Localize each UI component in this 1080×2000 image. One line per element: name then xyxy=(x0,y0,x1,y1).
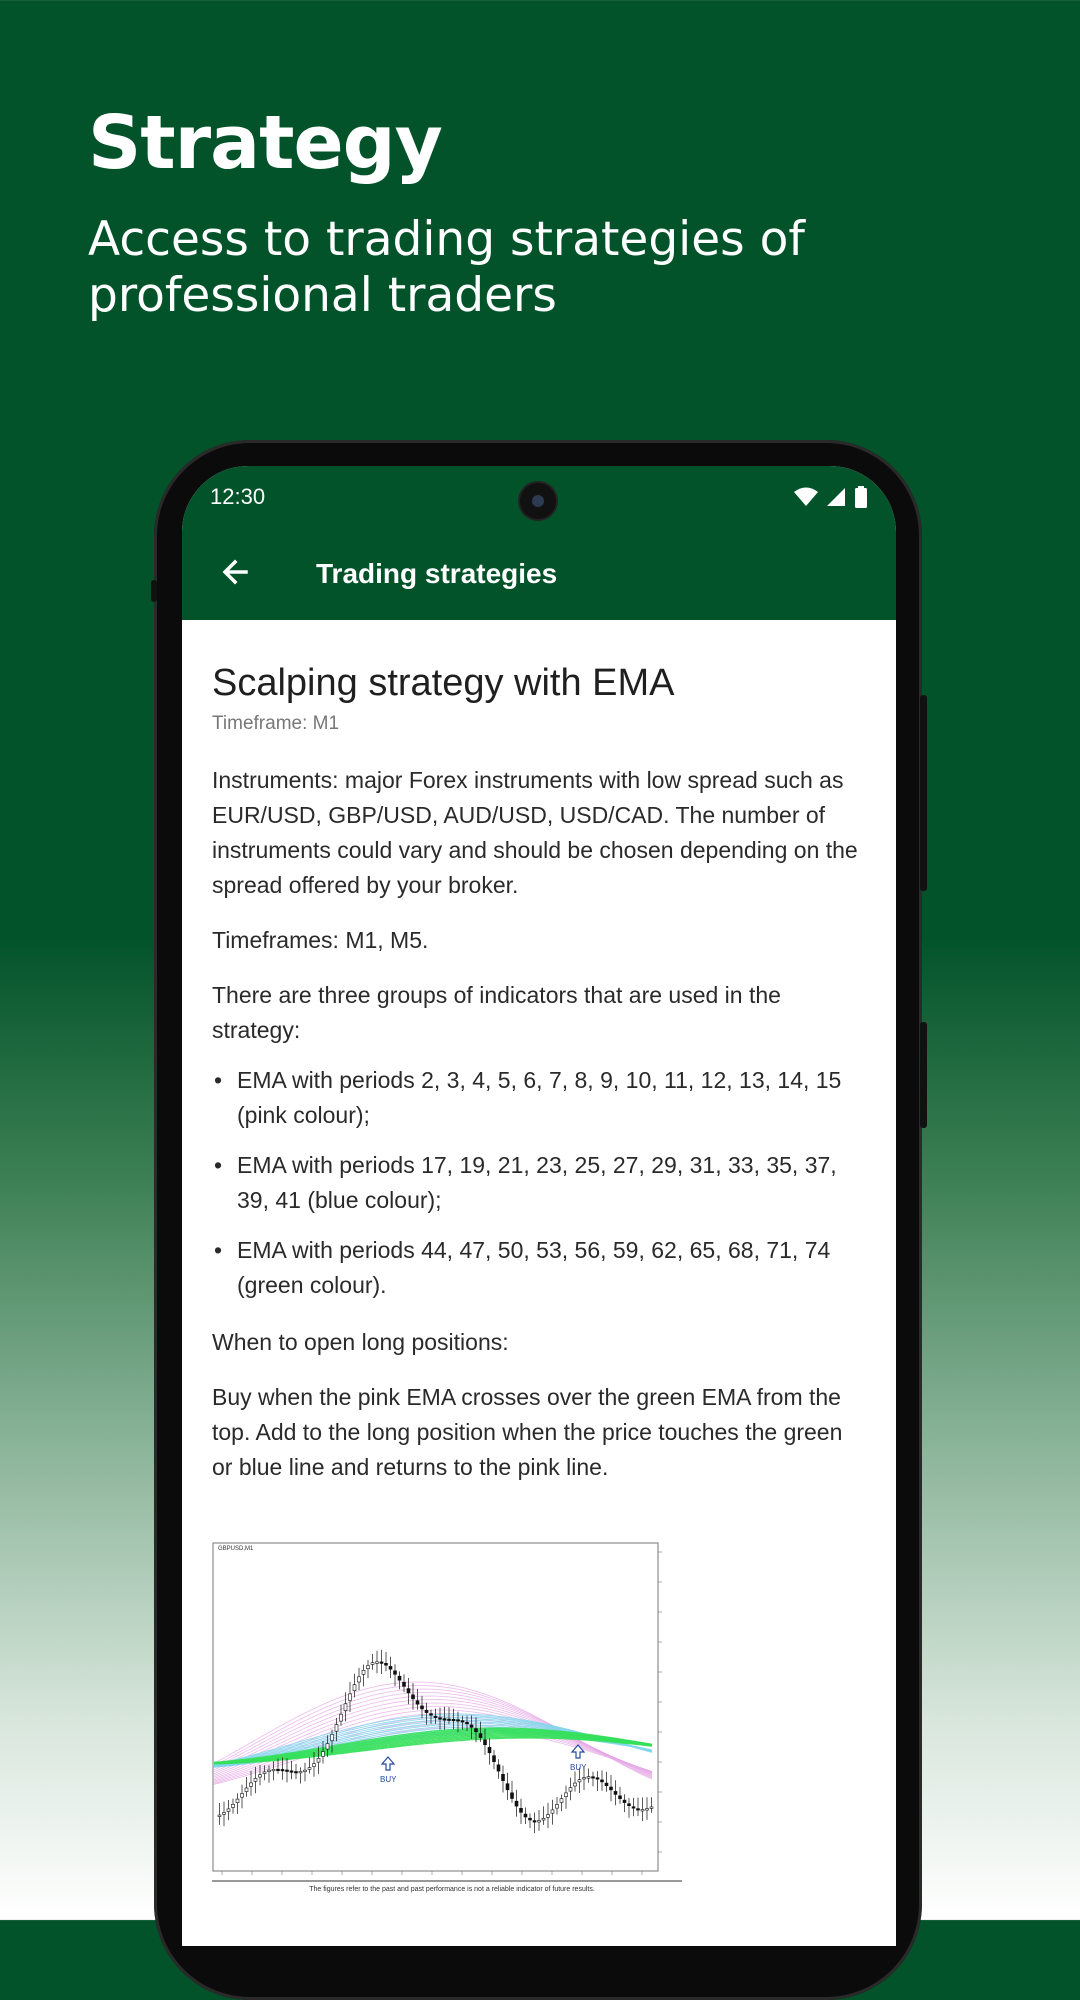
candle xyxy=(538,1821,541,1823)
candle xyxy=(367,1666,370,1669)
candle xyxy=(448,1719,451,1721)
candle xyxy=(533,1821,536,1823)
article-timeframe: Timeframe: M1 xyxy=(212,713,340,734)
candle xyxy=(583,1778,586,1780)
candle xyxy=(322,1752,325,1757)
long-positions-heading: When to open long positions: xyxy=(212,1329,509,1355)
phone-volume-button xyxy=(920,695,927,891)
candle xyxy=(272,1769,275,1771)
candle xyxy=(551,1810,554,1813)
candle xyxy=(358,1677,361,1682)
candle xyxy=(326,1744,329,1750)
candle xyxy=(277,1769,280,1771)
candle xyxy=(461,1721,464,1723)
candle xyxy=(425,1710,428,1712)
candle xyxy=(560,1799,563,1803)
candle xyxy=(632,1807,635,1809)
chart-symbol: GBPUSD,M1 xyxy=(218,1546,254,1552)
candle xyxy=(497,1765,500,1771)
candle xyxy=(601,1780,604,1782)
candle xyxy=(335,1725,338,1732)
candle xyxy=(380,1662,383,1664)
candle xyxy=(268,1770,271,1772)
candle xyxy=(475,1729,478,1732)
candle xyxy=(385,1663,388,1665)
candle xyxy=(353,1685,356,1691)
candle xyxy=(286,1770,289,1772)
candle xyxy=(628,1804,631,1806)
candle xyxy=(596,1778,599,1780)
strategy-chart-image xyxy=(212,1542,692,1922)
long-positions-rule: Buy when the pink EMA crosses over the green EMA from the top. Add to the long position when the price touches the green or blue line and returns to the pink line. xyxy=(212,1384,843,1480)
candle xyxy=(623,1800,626,1803)
candle xyxy=(457,1720,460,1722)
candle xyxy=(587,1777,590,1779)
candle xyxy=(299,1771,302,1773)
candle xyxy=(484,1740,487,1745)
status-time: 12:30 xyxy=(210,484,266,509)
candle xyxy=(403,1682,406,1686)
candle xyxy=(578,1780,581,1782)
candle xyxy=(227,1809,230,1812)
candle xyxy=(605,1783,608,1786)
candle xyxy=(641,1810,644,1812)
buy-signal-label: BUY xyxy=(380,1775,397,1784)
candle xyxy=(250,1783,253,1786)
candle xyxy=(241,1794,244,1798)
chart-svg xyxy=(212,1542,692,1882)
candle xyxy=(263,1772,266,1774)
candle xyxy=(434,1716,437,1718)
candle xyxy=(317,1758,320,1762)
candle xyxy=(547,1815,550,1818)
candle xyxy=(646,1809,649,1811)
candle xyxy=(398,1676,401,1680)
candle xyxy=(371,1663,374,1665)
candle xyxy=(389,1666,392,1669)
candle xyxy=(443,1719,446,1721)
candle xyxy=(574,1783,577,1786)
candle xyxy=(331,1734,334,1740)
timeframes-paragraph: Timeframes: M1, M5. xyxy=(212,927,429,953)
candle xyxy=(439,1718,442,1720)
candle xyxy=(430,1714,433,1716)
list-item: • EMA with periods 44, 47, 50, 53, 56, 59, 62, 65, 68, 71, 74 (green colour). xyxy=(212,1233,866,1303)
promo-subtitle: Access to trading strategies of professional traders xyxy=(88,212,805,323)
candle xyxy=(466,1722,469,1724)
candle xyxy=(592,1777,595,1779)
candle xyxy=(502,1774,505,1780)
candle xyxy=(218,1815,221,1817)
candle xyxy=(452,1719,455,1721)
phone-screen xyxy=(182,466,896,1946)
candle xyxy=(254,1778,257,1781)
candle xyxy=(344,1704,347,1711)
candle xyxy=(488,1747,491,1753)
candle xyxy=(569,1788,572,1792)
candle xyxy=(412,1695,415,1699)
candle xyxy=(520,1808,523,1812)
candle xyxy=(394,1671,397,1675)
app-bar-title: Trading strategies xyxy=(316,558,558,589)
candle xyxy=(470,1725,473,1727)
candle xyxy=(610,1787,613,1790)
candle xyxy=(650,1807,653,1809)
candle xyxy=(529,1818,532,1820)
indicator-list xyxy=(212,1063,866,1303)
list-item: • EMA with periods 17, 19, 21, 23, 25, 27, 29, 31, 33, 35, 37, 39, 41 (blue colour); xyxy=(212,1148,866,1218)
candle xyxy=(236,1799,239,1803)
candle xyxy=(290,1771,293,1773)
app-bar xyxy=(182,528,896,620)
signal-icon xyxy=(826,487,846,507)
candle xyxy=(511,1793,514,1799)
status-bar xyxy=(182,466,896,528)
candle xyxy=(295,1772,298,1774)
promo-title: Strategy xyxy=(88,100,442,186)
candle xyxy=(506,1784,509,1790)
article-title: Scalping strategy with EMA xyxy=(212,662,675,704)
candle xyxy=(304,1770,307,1772)
buy-signal-label: BUY xyxy=(570,1763,587,1772)
candle xyxy=(313,1764,316,1767)
candle xyxy=(259,1775,262,1777)
camera-icon xyxy=(520,483,556,519)
candle xyxy=(556,1804,559,1808)
wifi-icon xyxy=(794,487,818,507)
candle xyxy=(542,1818,545,1820)
battery-icon xyxy=(854,486,868,508)
candle xyxy=(362,1670,365,1674)
candle xyxy=(493,1756,496,1762)
arrow-left-icon xyxy=(212,548,260,596)
back-button[interactable] xyxy=(212,548,260,596)
candle xyxy=(308,1768,311,1770)
candle xyxy=(637,1809,640,1811)
indicators-intro: There are three groups of indicators that are used in the strategy: xyxy=(212,982,781,1043)
candle xyxy=(614,1791,617,1794)
candle xyxy=(232,1804,235,1807)
candle xyxy=(376,1662,379,1664)
phone-side-button xyxy=(151,580,157,602)
candle xyxy=(421,1706,424,1709)
candle xyxy=(479,1734,482,1738)
candle xyxy=(515,1801,518,1806)
list-item: • EMA with periods 2, 3, 4, 5, 6, 7, 8, 9, 10, 11, 12, 13, 14, 15 (pink colour); xyxy=(212,1063,866,1133)
candle xyxy=(245,1788,248,1792)
candle xyxy=(349,1694,352,1701)
candle xyxy=(524,1814,527,1817)
chart-disclaimer: The figures refer to the past and past performance is not a reliable indicator of future results. xyxy=(309,1886,595,1893)
candle xyxy=(565,1793,568,1797)
phone-power-button xyxy=(920,1022,927,1128)
candle xyxy=(416,1701,419,1705)
instruments-paragraph: Instruments: major Forex instruments with low spread such as EUR/USD, GBP/USD, AUD/USD, USD/CAD. The number of instruments could vary and should be chosen depending on the spread offered by your broker. xyxy=(212,767,858,898)
article-content xyxy=(212,662,866,1485)
candle xyxy=(340,1714,343,1721)
candle xyxy=(281,1769,284,1771)
candle xyxy=(619,1796,622,1799)
candle xyxy=(223,1813,226,1815)
candle xyxy=(407,1689,410,1693)
